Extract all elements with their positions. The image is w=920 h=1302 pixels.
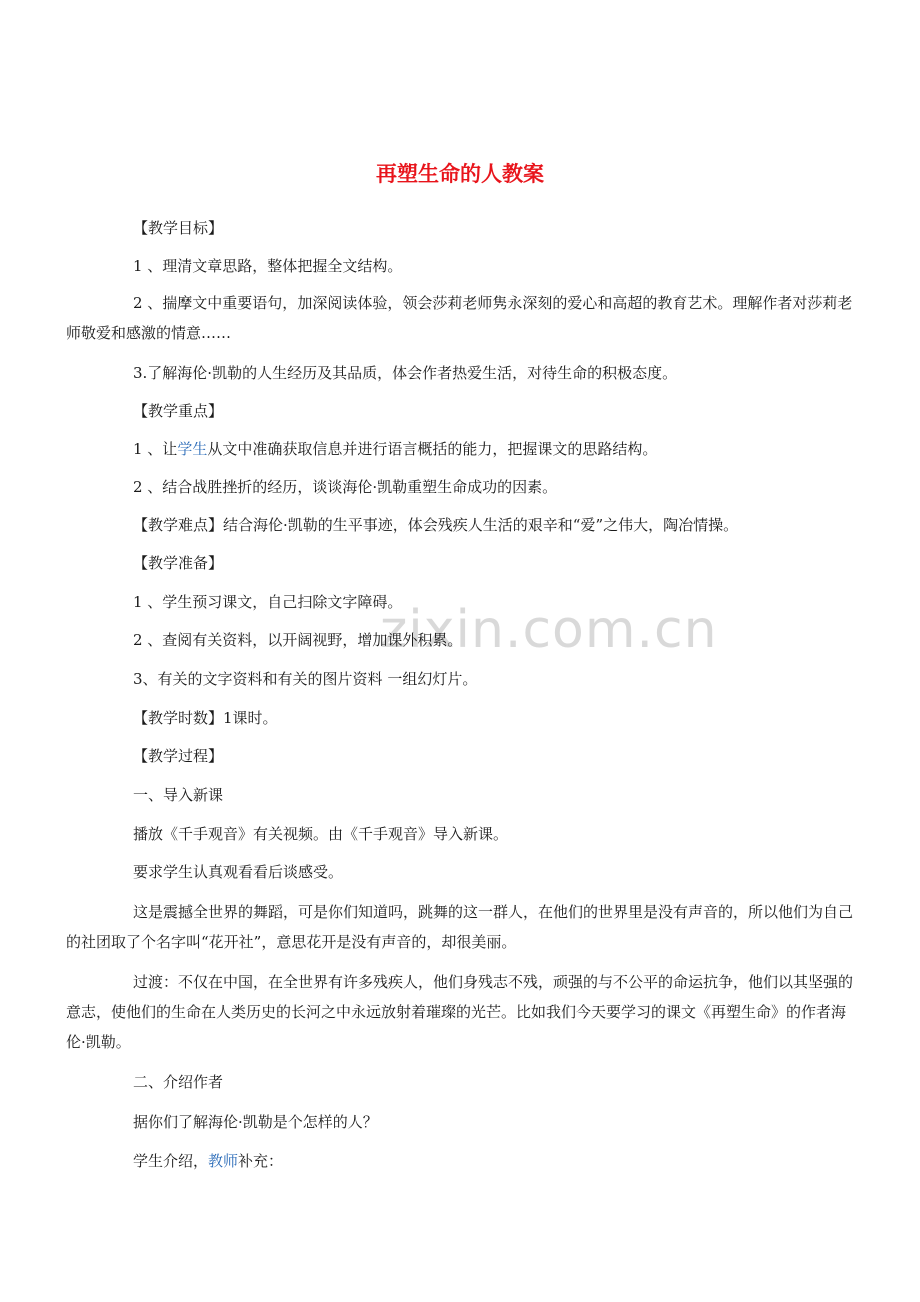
- step-1-paragraph: 这是震撼全世界的舞蹈，可是你们知道吗，跳舞的这一群人，在他们的世界里是没有声音的，所以他们为自己的社团取了个名字叫“花开社”，意思花开是没有声音的，却很美丽。: [66, 903, 854, 951]
- key-point-1-post: 从文中准确获取信息并进行语言概括的能力，把握课文的思路结构。: [207, 440, 658, 458]
- prep-item-3: 3、有关的文字资料和有关的图片资料 一组幻灯片。: [133, 670, 478, 688]
- section-heading-process: 【教学过程】: [133, 747, 224, 765]
- step-2-line-2-pre: 学生介绍，: [133, 1152, 209, 1170]
- step-2-line-2: [133, 1146, 853, 1176]
- section-heading-key-points: 【教学重点】: [133, 402, 224, 420]
- watermark: zixin.com.cn: [380, 600, 718, 660]
- document-title: 再塑生命的人教案: [376, 162, 544, 186]
- step-heading-1: 一、导入新课: [133, 786, 224, 804]
- prep-item-2: 2 、查阅有关资料，以开阔视野，增加课外积累。: [133, 631, 463, 649]
- teacher-link[interactable]: 教师: [208, 1152, 239, 1170]
- step-1-line-2: 要求学生认真观看看后谈感受。: [133, 863, 344, 881]
- transition-paragraph: 过渡：不仅在中国，在全世界有许多残疾人，他们身残志不残，顽强的与不公平的命运抗争，他们以其坚强的意志，使他们的生命在人类历史的长河之中永远放射着璀璨的光芒。比如我们今天要学习的课文《再塑生命》的作者海伦·凯勒。: [66, 973, 854, 1051]
- step-2-line-2-post: 补充：: [238, 1152, 284, 1170]
- key-point-1: [133, 434, 853, 464]
- step-1-line-1: 播放《千手观音》有关视频。由《千手观音》导入新课。: [133, 825, 509, 843]
- prep-item-1: 1 、学生预习课文，自己扫除文字障碍。: [133, 593, 403, 611]
- key-point-2: 2 、结合战胜挫折的经历，谈谈海伦·凯勒重塑生命成功的因素。: [133, 478, 558, 496]
- section-heading-goals: 【教学目标】: [133, 219, 224, 237]
- class-hours-line: 【教学时数】1课时。: [133, 709, 278, 727]
- student-link[interactable]: 学生: [177, 440, 208, 458]
- difficulty-line: 【教学难点】结合海伦·凯勒的生平事迹，体会残疾人生活的艰辛和“爱”之伟大，陶冶情操。: [133, 516, 739, 534]
- goal-item-3: 3.了解海伦·凯勒的人生经历及其品质，体会作者热爱生活，对待生命的积极态度。: [133, 364, 678, 382]
- step-2-line-1: 据你们了解海伦·凯勒是个怎样的人？: [133, 1113, 378, 1131]
- goal-item-1: 1 、理清文章思路，整体把握全文结构。: [133, 257, 403, 275]
- section-heading-preparation: 【教学准备】: [133, 554, 224, 572]
- step-heading-2: 二、介绍作者: [133, 1073, 224, 1091]
- key-point-1-pre: 1 、让: [133, 440, 178, 458]
- goal-item-2: 2 、揣摩文中重要语句，加深阅读体验，领会莎莉老师隽永深刻的爱心和高超的教育艺术。理解作者对莎莉老师敬爱和感激的情意……: [66, 294, 853, 342]
